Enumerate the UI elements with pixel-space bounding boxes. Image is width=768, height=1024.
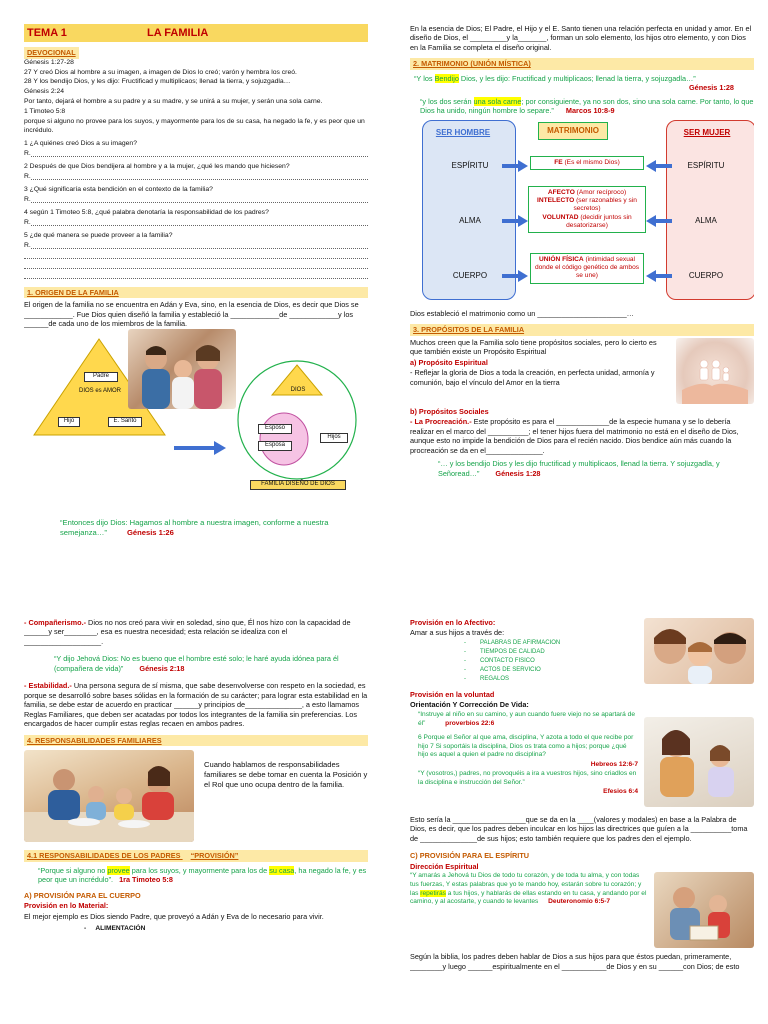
espiritu-text: Según la biblia, los padres deben hablar de Dios a sus hijos para que éstos puedan, primeramente, ________y luego ______espiritualmente en el ___________de Dios y en su ______con Dios; de esto: [410, 952, 740, 971]
quote2-highlight-1: provee: [107, 865, 130, 875]
procreacion-text: [410, 417, 754, 455]
devocional-line: 1 Timoteo 5:8: [24, 107, 66, 115]
quote2-post: ; por consiguiente, ya no son dos, sino una sola carne. Por tanto, lo que Dios ha unido, ningún hombre lo separe.”: [420, 96, 754, 116]
propositos-sociales-label: b) Propósitos Sociales: [410, 406, 489, 416]
estabilidad-label: - Estabilidad.-: [24, 681, 72, 691]
title-bar: [24, 24, 368, 42]
quote-genesis-1-28: [410, 74, 754, 93]
answer-blank: [24, 262, 368, 269]
quote-ref: Génesis 1:26: [126, 528, 174, 538]
intro-text: En la esencia de Dios; El Padre, el Hijo y el E. Santo tienen una relación perfecta en unidad y amor. En el diseño de Dios, el _________y la_______, forman un solo elemento, los hijos otro elemento, y con Dios en la Familia se completa el diseño original.: [410, 24, 752, 52]
devocional-text: [24, 59, 368, 136]
estabilidad-body: Una persona segura de sí misma, que sabe desenvolverse con respeto en la sociedad, es porque se desarrolló sobre bases sólidas en la formación de su carácter; para lograr esta estabilidad en la familia, se debe estar de acuerdo en practicar ______y principios de______________, a esto llamamos Reglas Familiares, que deben ser acatadas por todos los integrantes de la familia sin preferencias. Los encargados de hacer cumplir estas reglas recaen en ambos padres.: [24, 681, 368, 729]
page-3: [24, 618, 368, 1024]
afecto-label: AFECTO: [547, 188, 575, 196]
family-circle: [236, 359, 358, 481]
quote2-highlight-2: su casa: [269, 865, 295, 875]
family-photo-illustration: [128, 329, 236, 409]
quote3-text: “… y los bendijo Dios y les dijo fructificad y multiplicaos, llenad la tierra. Y sojuzgadla, y Señoread…”: [438, 459, 720, 478]
voluntad-block: [410, 711, 754, 807]
label-esposo: Esposo: [258, 424, 292, 434]
quote-1-timoteo: [24, 866, 368, 885]
question-item: 1 ¿A quiénes creó Dios a su imagen?: [24, 140, 137, 148]
family-reading-illustration: [654, 872, 754, 948]
direccion-espiritual-label: Dirección Espiritual: [410, 861, 479, 871]
answer-blank: [24, 272, 368, 279]
fe-label: FE: [554, 158, 563, 166]
answer-line: [24, 150, 368, 160]
propositos-text: Muchos creen que la Familia solo tiene propósitos sociales, pero lo cierto es que también existe un Propósito Espiritual: [410, 337, 657, 357]
arrow-right-icon: [502, 270, 528, 282]
afectivo-text: Amar a sus hijos a través de:: [410, 628, 505, 638]
quote-text: “Entonces dijo Dios: Hagamos al hombre a nuestra imagen, conforme a nuestra semejanza…”: [60, 518, 329, 538]
section-propositos-heading: 3. PROPÓSITOS DE LA FAMILIA: [410, 324, 754, 335]
arrow-right-icon: [502, 160, 528, 172]
provision-espiritu-label: C) PROVISIÓN PARA EL ESPÍRITU: [410, 851, 530, 861]
espiritu-block: [410, 872, 754, 948]
arrow-right-icon: [502, 215, 528, 227]
marriage-diagram: [410, 120, 754, 305]
label-hijos: Hijos: [320, 433, 348, 443]
companerismo-body: Dios no nos creó para vivir en soledad, sino que, Él nos hizo con la capacidad de ______y ser________, esa es nuestra necesidad; esta relación se idealiza con el ___________________.: [24, 618, 351, 646]
estabilidad-text: [24, 681, 368, 728]
arrow-left-icon: [646, 270, 672, 282]
alma-box: [528, 186, 646, 233]
intelecto-text: (ser razonables y sin secretos): [573, 197, 637, 213]
orientacion-text: Esto sería la __________________que se da en la ____(valores y modales) en base a la Palabra de Dios, es decir, que los padres deben inculcar en los hijos las directrices que guíen a la __________toma de ______________de sus hijos; esto también requiere que los padres den el ejemplo.: [410, 814, 748, 843]
answer-prefix: R.: [24, 218, 31, 226]
quote-genesis-1-26: [24, 518, 368, 538]
procreacion-body: Este propósito es para el _____________de la especie humana y se lo debería realizar en el marco del __________; el tener hijos fuera del matrimonio no está en el diseño de Dios, aunque esto no impide la bendición de Dios para el recién nacido. Dios bendice aún más cuando la procreación se da en el______________.: [410, 417, 739, 455]
afectivo-label: Provisión en lo Afectivo:: [410, 618, 496, 627]
devocional-line: Génesis 1:27-28: [24, 58, 74, 66]
q4-a: “Y amarás a Jehová tu Dios de todo tu corazón, y de toda tu alma, y con todas tus fuerzas, Y estas palabras que yo te mando hoy, estarán sobre tu corazón; y las: [410, 872, 642, 897]
voluntad-label: Provisión en la voluntad: [410, 690, 495, 699]
family-praying-photo: [24, 750, 194, 842]
family-praying-illustration: [24, 750, 194, 842]
establecio-text: Dios estableció el matrimonio como un ______________________…: [410, 308, 634, 318]
ser-mujer-label: SER MUJER: [683, 127, 731, 137]
row-alma-right: ALMA: [695, 215, 717, 225]
parents-kissing-child-photo: [644, 618, 754, 684]
alimentacion-item: - ALIMENTACIÓN: [84, 925, 146, 933]
afectivo-item: - ACTOS DE SERVICIO: [464, 666, 644, 675]
devocional-label: DEVOCIONAL: [24, 47, 79, 58]
answer-blank: [31, 219, 368, 226]
provision-cuerpo-label: A) PROVISIÓN PARA EL CUERPO: [24, 890, 141, 900]
family-photo: [128, 329, 236, 409]
paper-family-icon: [676, 338, 754, 404]
companerismo-text: [24, 618, 368, 646]
quote3-ref: Génesis 1:28: [495, 468, 541, 478]
row-alma-left: ALMA: [459, 215, 481, 225]
devocional-line: 27 Y creó Dios al hombre a su imagen, a imagen de Dios lo creó; varón y hembra los creó.: [24, 68, 297, 76]
family-reading-photo: [654, 872, 754, 948]
union-label: UNIÓN FÍSICA: [538, 255, 584, 263]
afecto-text: (Amor recíproco): [574, 188, 627, 196]
quote2-b: para los suyos, y mayormente para los de: [129, 865, 270, 875]
q1-ref: proverbios 22:6: [445, 719, 495, 727]
quote-deuteronomio: [410, 872, 648, 906]
answer-blank: [31, 242, 368, 249]
devocional-line: 28 Y los bendijo Dios, y les dijo: Fructificad y multiplicaos; llenad la tierra, y sojuzgadla…: [24, 78, 291, 86]
answer-line: [24, 173, 368, 183]
label-hijo: Hijo: [58, 417, 80, 427]
quote1-ref: Génesis 1:28: [688, 83, 734, 93]
responsabilidades-block: [24, 750, 368, 842]
answer-prefix: R.: [24, 195, 31, 203]
answer-line: [24, 219, 368, 229]
voluntad-text: (decidir juntos sin desatorizarse): [566, 213, 632, 229]
union-box: [530, 253, 644, 284]
quote-efesios-ref: Efesios 6:4: [603, 788, 638, 796]
fe-text: (Es el mismo Dios): [562, 158, 620, 166]
quote1-text: “Y dijo Jehová Dios: No es bueno que el hombre esté solo; le haré ayuda idónea para él (compañera de vida)”: [54, 654, 339, 673]
family-diagram: [24, 329, 368, 514]
procreacion-label: - La Procreación.-: [410, 417, 472, 427]
label-espiritu-santo: E. Santo: [108, 417, 142, 427]
answer-blank: [31, 150, 368, 157]
row-espiritu-right: ESPÍRITU: [687, 160, 725, 170]
provision-heading-text: “PROVISIÓN”: [190, 851, 239, 861]
parents-child-illustration: [644, 618, 754, 684]
answer-blank: [24, 252, 368, 259]
section-origen-text: El origen de la familia no se encuentra en Adán y Eva, sino, en la esencia de Dios, es decir que Dios se ____________. Fue Dios quien diseñó la familia y estableció la ____________de ____________y los ______de cada uno de los miembros de la familia.: [24, 300, 359, 328]
proposito-espiritual-label: a) Propósito Espiritual: [410, 357, 488, 367]
question-item: 2 Después de que Dios bendijera al hombre y a la mujer, ¿qué les mando que hiciesen?: [24, 163, 290, 171]
quote-hebreos: 6 Porque el Señor al que ama, disciplina, Y azota a todo el que recibe por hijo 7 Si soportáis la disciplina, Dios os trata como a hijos; porque ¿qué hijo es aquel a quien el padre no disciplina?: [418, 734, 634, 759]
quote-marcos: [410, 97, 754, 116]
voluntad-sub: Orientación Y Corrección De Vida:: [410, 700, 529, 710]
arrow-left-icon: [646, 160, 672, 172]
row-espiritu-left: ESPÍRITU: [451, 160, 489, 170]
family-design-label: FAMILIA DISEÑO DE DIOS: [250, 480, 346, 490]
voluntad-label: VOLUNTAD: [542, 213, 579, 221]
quote1-post: Dios, y les dijo: Fructificad y multiplicaos; llenad la tierra, y sojuzgadla…”: [458, 73, 696, 83]
q4-ref: Deuteronomio 6:5-7: [548, 898, 611, 906]
arrow-right-icon: [174, 441, 226, 455]
page-title: LA FAMILIA: [147, 27, 209, 39]
afectivo-item: - CONTACTO FISICO: [464, 657, 644, 666]
section-responsabilidades-heading: 4. RESPONSABILIDADES FAMILIARES: [24, 735, 368, 746]
answer-line: [24, 242, 368, 252]
quote-efesios: “Y (vosotros,) padres, no provoquéis a ira a vuestros hijos, sino criadlos en la disciplina e instrucción del Señor.”: [418, 770, 637, 786]
quote1-highlight: Bendijo: [434, 73, 459, 83]
quote2-ref: Marcos 10:8-9: [565, 106, 615, 116]
quote-proverbios: [410, 711, 638, 728]
quote-hebreos-ref: Hebreos 12:6-7: [590, 760, 638, 768]
afectivo-block: [410, 618, 754, 684]
proposito-espiritual-text: - Reflejar la gloria de Dios a toda la creación, en perfecta unidad, armonía y comunión, bajo el vínculo del Amor en la tierra: [410, 368, 655, 387]
section-origen-heading: 1. ORIGEN DE LA FAMILIA: [24, 287, 368, 298]
quote2-highlight: una sola carne: [473, 96, 522, 106]
answer-prefix: R.: [24, 241, 31, 249]
devocional-line: Génesis 2:24: [24, 88, 65, 96]
row-cuerpo-left: CUERPO: [452, 270, 488, 280]
section-matrimonio-heading: 2. MATRIMONIO (UNIÓN MÍSTICA): [410, 58, 754, 69]
label-dios: DIOS: [290, 387, 306, 394]
label-dios-amor: DIOS es AMOR: [78, 388, 121, 395]
answer-prefix: R.: [24, 173, 31, 181]
matrimonio-label: MATRIMONIO: [538, 122, 608, 140]
alimentacion-text: ALIMENTACIÓN: [95, 925, 146, 933]
question-item: 3 ¿Qué significaría esta bendición en el contexto de la familia?: [24, 186, 213, 194]
fe-box: [530, 156, 644, 170]
questions-list: [24, 140, 368, 278]
devocional-line: porque si alguno no provee para los suyos, y mayormente para los de su casa, ha negado la fe, y es peor que un incrédulo.: [24, 117, 365, 134]
answer-prefix: R.: [24, 150, 31, 158]
page-4: [410, 618, 754, 1024]
ser-hombre-label: SER HOMBRE: [435, 127, 491, 137]
union-text: (intimidad sexual donde el código genético de ambos se une): [534, 255, 640, 280]
page-1: [24, 24, 368, 560]
propositos-block: [410, 338, 754, 404]
provision-material-label: Provisión en lo Material:: [24, 901, 109, 911]
answer-blank: [31, 196, 368, 203]
question-item: 4 según 1 Timoteo 5:8, ¿qué palabra denotaría la responsabilidad de los padres?: [24, 208, 269, 216]
responsabilidades-text: Cuando hablamos de responsabilidades familiares se debe tomar en cuenta la Posición y el Rol que uno ocupa dentro de la familia.: [204, 760, 368, 790]
quote2-c: , ha negado la fe, y es peor que un incrédulo”.: [38, 865, 367, 885]
quote2-ref: 1ra Timoteo 5:8: [119, 875, 173, 885]
afectivo-item: - TIEMPOS DE CALIDAD: [464, 648, 644, 657]
page-2: [410, 24, 754, 534]
afectivo-list: [410, 639, 644, 684]
answer-line: [24, 196, 368, 206]
afectivo-item: - PALABRAS DE AFIRMACION: [464, 639, 644, 648]
hands-family-photo: [676, 338, 754, 404]
section-padres-heading: [24, 850, 368, 861]
quote1-ref: Génesis 2:18: [139, 663, 185, 673]
companerismo-label: - Compañerismo.-: [24, 618, 87, 627]
quote-genesis-1-28b: [410, 459, 754, 478]
quote-genesis-2-18: [24, 654, 368, 673]
tema-label: TEMA 1: [27, 27, 67, 39]
provision-material-text: El mejor ejemplo es Dios siendo Padre, que proveyó a Adán y Eva de lo necesario para vivir.: [24, 911, 324, 921]
mother-child-illustration: [644, 717, 754, 807]
row-cuerpo-right: CUERPO: [688, 270, 724, 280]
devocional-line: Por tanto, dejará el hombre a su padre y a su madre, y se unirá a su mujer, y serán una sola carne.: [24, 98, 323, 106]
quote2-pre: “y los dos serán: [420, 96, 474, 106]
quote1-pre: “Y los: [414, 73, 435, 83]
q4-b: a tus hijos, y hablarás de ellas estando en tu casa, y andando por el camino, y al acostarte, y cuando te levantes: [410, 889, 647, 906]
padres-heading-text: 4.1 RESPONSABILIDADES DE LOS PADRES: [27, 851, 181, 861]
intelecto-label: INTELECTO: [537, 197, 575, 205]
label-esposa: Esposa: [258, 441, 292, 451]
q1-text: “Instruye al niño en su camino, y aun cuando fuere viejo no se apartará de él”: [418, 710, 635, 727]
afectivo-item: - REGALOS: [464, 675, 644, 684]
q4-highlight: repetirás: [420, 889, 446, 897]
mother-talking-child-photo: [644, 717, 754, 807]
answer-blank: [31, 173, 368, 180]
arrow-left-icon: [646, 215, 672, 227]
quote2-a: “Porque si alguno no: [38, 865, 108, 875]
question-item: 5 ¿de qué manera se puede proveer a la familia?: [24, 231, 173, 239]
label-padre: Padre: [84, 372, 118, 382]
